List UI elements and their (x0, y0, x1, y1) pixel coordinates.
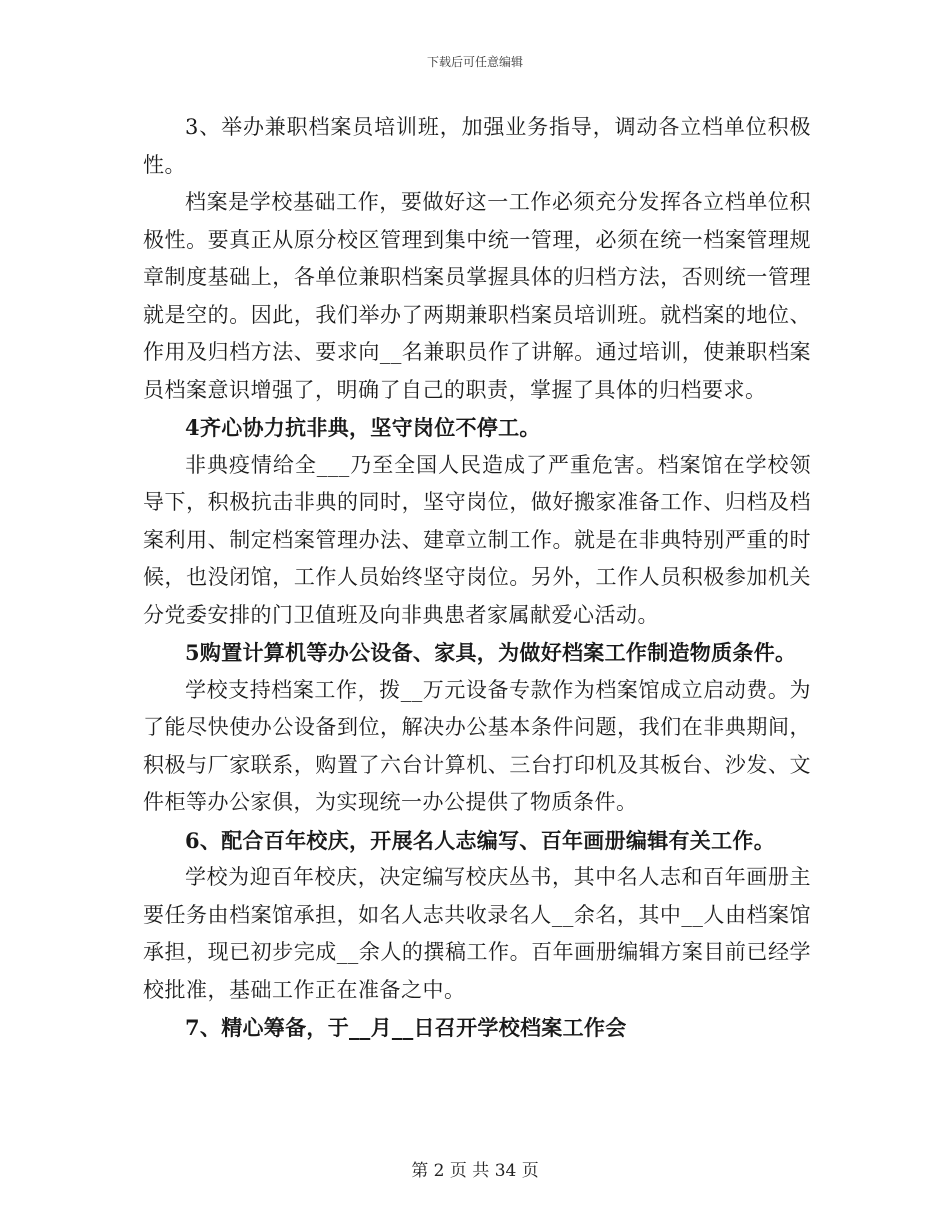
heading-item-6: 6、配合百年校庆，开展名人志编写、百年画册编辑有关工作。 (185, 827, 776, 853)
paragraph-centennial: 学校为迎百年校庆，决定编写校庆丛书，其中名人志和百年画册主要任务由档案馆承担，如名人志共收录名人__余名，其中__人由档案馆承担，现已初步完成__余人的撰稿工作。百年画册编辑方案目前已经学校批准，基础工作正在准备之中。 (143, 865, 811, 1002)
paragraph-item-3-intro: 3、举办兼职档案员培训班，加强业务指导，调动各立档单位积极性。 (143, 115, 811, 177)
paragraph-training: 档案是学校基础工作，要做好这一工作必须充分发挥各立档单位积极性。要真正从原分校区管理到集中统一管理，必须在统一档案管理规章制度基础上，各单位兼职档案员掌握具体的归档方法，否则统一管理就是空的。因此，我们举办了两期兼职档案员培训班。就档案的地位、作用及归档方法、要求向__名兼职员作了讲解。通过培训，使兼职档案员档案意识增强了，明确了自己的职责，掌握了具体的归档要求。 (143, 190, 811, 402)
paragraph-sars: 非典疫情给全___乃至全国人民造成了严重危害。档案馆在学校领导下，积极抗击非典的同时，坚守岗位，做好搬家准备工作、归档及档案利用、制定档案管理办法、建章立制工作。就是在非典特别严重的时候，也没闭馆，工作人员始终坚守岗位。另外，工作人员积极参加机关分党委安排的门卫值班及向非典患者家属献爱心活动。 (143, 452, 811, 627)
heading-item-7: 7、精心筹备，于__月__日召开学校档案工作会 (185, 1015, 627, 1040)
paragraph-equipment: 学校支持档案工作，拨__万元设备专款作为档案馆成立启动费。为了能尽快使办公设备到位，解决办公基本条件问题，我们在非典期间，积极与厂家联系，购置了六台计算机、三台打印机及其板台、沙发、文件柜等办公家俱，为实现统一办公提供了物质条件。 (143, 677, 811, 814)
heading-item-5: 5购置计算机等办公设备、家具，为做好档案工作制造物质条件。 (185, 640, 797, 665)
page-header: 下载后可任意编辑 (426, 55, 523, 69)
heading-item-4: 4齐心协力抗非典，坚守岗位不停工。 (185, 415, 541, 440)
document-body (143, 109, 811, 1047)
page-footer: 第 2 页 共 34 页 (411, 1161, 539, 1181)
